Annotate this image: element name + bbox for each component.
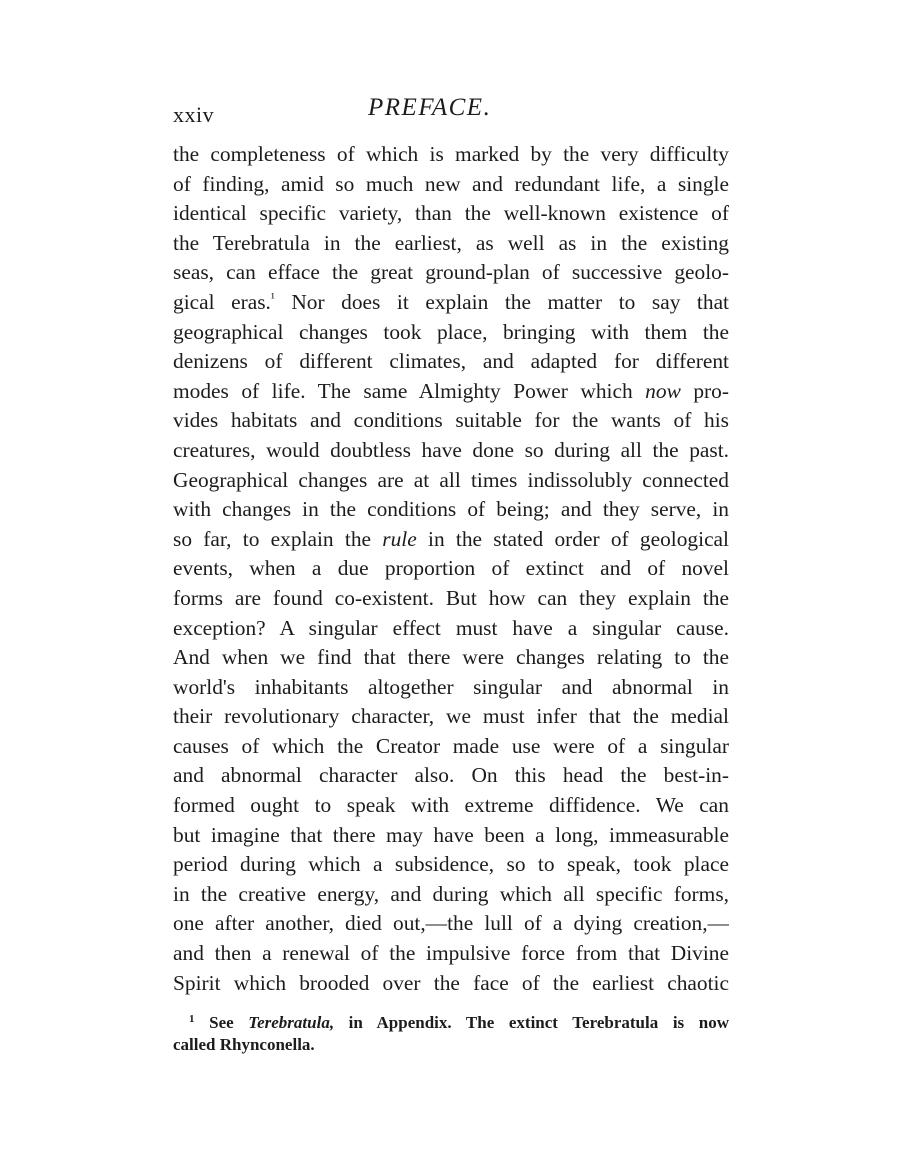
text-line: their revolutionary character, we must infer that the medial: [173, 704, 729, 729]
text-line: one after another, died out,—the lull of a dying creation,—: [173, 911, 729, 936]
text-segment: so far, to explain the: [173, 526, 383, 551]
text-line: seas, can efface the great ground-plan of successive geolo-: [173, 260, 729, 285]
text-line: in the creative energy, and during which all specific forms,: [173, 881, 729, 906]
text-segment: modes of life. The same Almighty Power which: [173, 378, 646, 403]
text-line: the completeness of which is marked by the very difficulty: [173, 142, 729, 166]
text-line: formed ought to speak with extreme diffidence. We can: [173, 793, 729, 818]
text-line: creatures, would doubtless have done so during all the past.: [173, 437, 729, 462]
footnote-line: [173, 1012, 729, 1034]
text-line: with changes in the conditions of being; and they serve, in: [173, 497, 729, 522]
page-number: xxiv: [173, 102, 215, 127]
text-line: Spirit which brooded over the face of the earliest chaotic: [173, 970, 729, 995]
text-line: causes of which the Creator made use were of a singular: [173, 733, 729, 758]
text-segment: gical eras.: [173, 289, 271, 314]
body-text: [173, 140, 729, 998]
text-line: vides habitats and conditions suitable for the wants of his: [173, 408, 729, 433]
text-line: forms are found co-existent. But how can they explain the: [173, 585, 729, 610]
text-line: exception? A singular effect must have a singular cause.: [173, 615, 729, 640]
text-line: the Terebratula in the earliest, as well as in the existing: [173, 230, 729, 255]
text-line: of finding, amid so much new and redundant life, a single: [173, 171, 729, 196]
footnote-line: called Rhynconella.: [173, 1035, 315, 1054]
text-line: [173, 525, 729, 555]
footnote-italic: Terebratula,: [248, 1013, 335, 1032]
running-title: PREFACE.: [368, 94, 492, 121]
footnote-text: See: [209, 1013, 249, 1032]
text-line: [173, 377, 729, 407]
text-line: denizens of different climates, and adapted for different: [173, 349, 729, 374]
footnote: [173, 1012, 729, 1056]
text-line: geographical changes took place, bringing with them the: [173, 319, 729, 344]
italic-word: rule: [382, 526, 417, 551]
text-line: Geographical changes are at all times indissolubly connected: [173, 467, 729, 492]
italic-word: now: [645, 378, 681, 403]
text-line: and then a renewal of the impulsive force from that Divine: [173, 941, 729, 966]
text-segment: Nor does it explain the matter to say that: [274, 289, 729, 314]
text-line: period during which a subsidence, so to speak, took place: [173, 852, 729, 877]
text-segment: in the stated order of geological: [416, 526, 729, 551]
text-line: And when we find that there were changes relating to the: [173, 645, 729, 670]
footnote-reference: ¹: [270, 289, 275, 305]
text-line: world's inhabitants altogether singular and abnormal in: [173, 674, 729, 699]
text-segment: pro-: [680, 378, 729, 403]
text-line: and abnormal character also. On this head the best-in-: [173, 763, 729, 788]
footnote-text: in Appendix. The extinct Terebratula is now: [334, 1013, 730, 1032]
text-line: [173, 288, 729, 318]
footnote-marker: 1: [189, 1013, 195, 1025]
text-line: events, when a due proportion of extinct and of novel: [173, 556, 729, 581]
text-line: identical specific variety, than the well-known existence of: [173, 201, 729, 226]
text-line: but imagine that there may have been a long, immeasurable: [173, 822, 729, 847]
page-header: [173, 94, 729, 134]
